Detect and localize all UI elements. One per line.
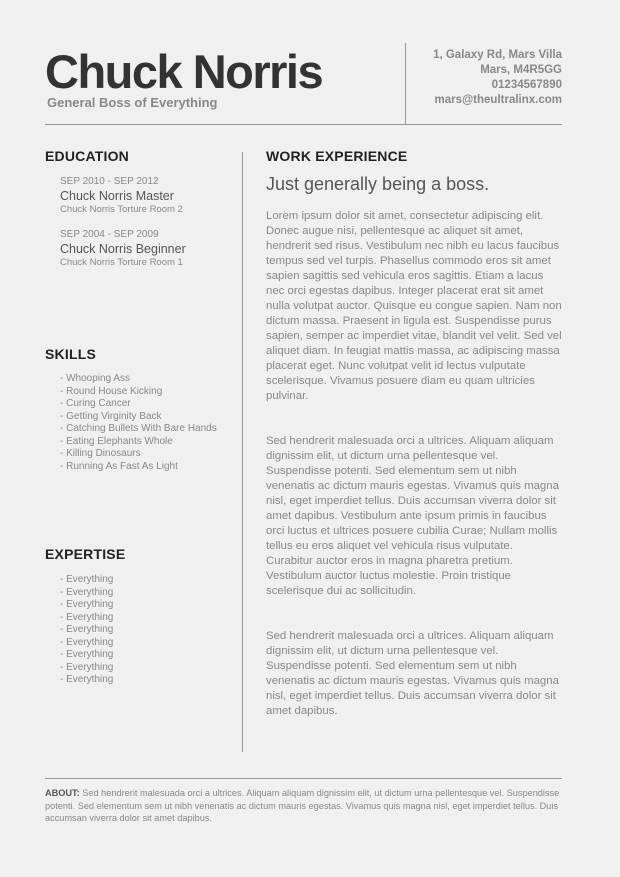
- about-section: [45, 787, 562, 825]
- phone-number: 01234567890: [491, 79, 562, 91]
- list-item: - Eating Elephants Whole: [60, 435, 173, 447]
- list-item: - Everything: [60, 649, 114, 660]
- list-item: - Running As Fast As Light: [60, 460, 178, 472]
- work-experience-title: WORK EXPERIENCE: [266, 148, 408, 164]
- list-item: - Everything: [60, 636, 114, 648]
- candidate-tagline: General Boss of Everything: [47, 95, 218, 110]
- expertise-title: EXPERTISE: [45, 546, 126, 562]
- education-school: Chuck Norris Torture Room 1: [60, 257, 183, 268]
- list-item: - Everything: [60, 674, 114, 685]
- list-item: - Everything: [60, 574, 114, 585]
- list-item: - Everything: [60, 599, 114, 610]
- list-item: - Catching Bullets With Bare Hands: [60, 423, 217, 434]
- list-item: - Everything: [60, 586, 114, 598]
- list-item: - Curing Cancer: [60, 398, 131, 409]
- about-text: Sed hendrerit malesuada orci a ultrices. Aliquam aliquam dignissim elit, ut dictum urna pellentesque vel. Suspendisse potenti. Sed elementum sem ut nibh venenatis ac dictum mauris egestas. Vivamus quis magna nisl, eget imperdiet tellus. Duis accumsan viverra dolor sit amet dapibus.: [45, 788, 560, 823]
- list-item: - Round House Kicking: [60, 385, 163, 397]
- education-entry: [60, 228, 235, 269]
- expertise-list: [60, 574, 235, 687]
- education-dates: SEP 2010 - SEP 2012: [60, 176, 159, 187]
- footer-rule: [45, 778, 562, 779]
- skills-title: SKILLS: [45, 346, 96, 362]
- about-label: ABOUT:: [45, 788, 80, 798]
- work-paragraph: Lorem ipsum dolor sit amet, consectetur adipiscing elit. Donec augue nisi, pellentesque ac aliquet sit amet, hendrerit sed risus. Vestibulum nec nibh eu lacus faucibus tempus sed vel turpis. Phasellus commodo eros sit amet sapien sagittis sed vehicula eros sagittis. Etiam a lacus nec orci egestas dapibus. Integer placerat erat sit amet nulla volutpat auctor. Quisque eu congue sapien. Nam non dictum massa. Praesent in ligula est. Suspendisse purus sapien, semper ac imperdiet vitae, blandit vel velit. Sed vel aliquet diam. In feugiat mattis massa, ac adipiscing massa placerat eget. Nunc volutpat velit id lectus vulputate scelerisque. Vivamus posuere diam eu quam ultricies pulvinar.: [266, 210, 562, 402]
- list-item: - Everything: [60, 624, 114, 635]
- list-item: - Everything: [60, 611, 114, 623]
- address-line-1: 1, Galaxy Rd, Mars Villa: [433, 49, 562, 61]
- list-item: - Everything: [60, 661, 114, 673]
- work-paragraph: Sed hendrerit malesuada orci a ultrices. Aliquam aliquam dignissim elit, ut dictum urna pellentesque vel. Suspendisse potenti. Sed elementum sem ut nibh venenatis ac dictum mauris egestas. Vivamus quis magna nisl, eget imperdiet tellus. Duis accumsan viverra dolor sit amet dapibus. Vestibulum ante ipsum primis in faucibus orci luctus et ultrices posuere cubilia Curae; Nullam mollis tellus eu eros aliquet vel vehicula risus vulputate. Curabitur auctor eros in magna pharetra pretium. Vestibulum auctor luctus molestie. Proin tristique scelerisque dui ac sollicitudin.: [266, 435, 559, 597]
- education-degree: Chuck Norris Master: [60, 189, 174, 203]
- work-intro: Just generally being a boss.: [266, 174, 490, 194]
- contact-block: [382, 48, 562, 108]
- list-item: - Killing Dinosaurs: [60, 448, 141, 459]
- skills-list: [60, 373, 235, 473]
- email-address[interactable]: mars@theultralinx.com: [434, 94, 562, 106]
- list-item: - Whooping Ass: [60, 373, 131, 384]
- education-dates: SEP 2004 - SEP 2009: [60, 229, 159, 240]
- work-paragraph: Sed hendrerit malesuada orci a ultrices. Aliquam aliquam dignissim elit, ut dictum urna pellentesque vel. Suspendisse potenti. Sed elementum sem ut nibh venenatis ac dictum mauris egestas. Vivamus quis magna nisl, eget imperdiet tellus. Duis accumsan viverra dolor sit amet dapibus.: [266, 630, 559, 717]
- column-divider: [242, 152, 243, 752]
- candidate-name: Chuck Norris: [45, 45, 323, 98]
- education-title: EDUCATION: [45, 148, 129, 164]
- education-entry: [60, 175, 235, 216]
- education-degree: Chuck Norris Beginner: [60, 242, 186, 256]
- header-rule: [45, 124, 562, 125]
- address-line-2: Mars, M4R5GG: [480, 64, 562, 76]
- education-school: Chuck Norris Torture Room 2: [60, 204, 183, 215]
- list-item: - Getting Virginity Back: [60, 410, 162, 422]
